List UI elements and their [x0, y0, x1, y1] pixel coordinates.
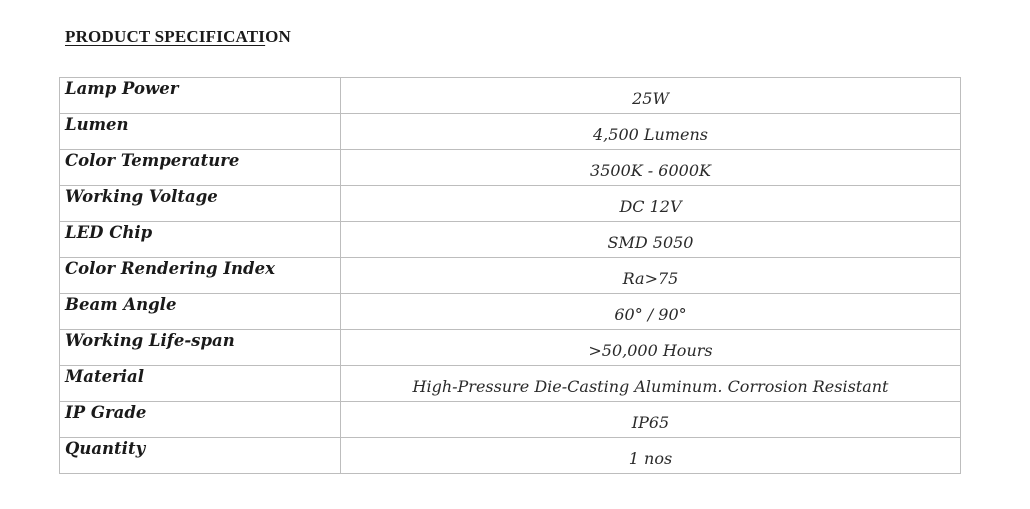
table-row — [60, 258, 961, 294]
spec-label: Color Temperature — [60, 150, 341, 186]
spec-label: Lumen — [60, 114, 341, 150]
spec-value: >50,000 Hours — [341, 330, 961, 366]
spec-value: 25W — [341, 78, 961, 114]
table-row — [60, 294, 961, 330]
spec-table — [59, 77, 961, 474]
spec-value: DC 12V — [341, 186, 961, 222]
page-title-tail: ON — [265, 27, 292, 46]
spec-value: IP65 — [341, 402, 961, 438]
spec-label: Lamp Power — [60, 78, 341, 114]
spec-value: 4,500 Lumens — [341, 114, 961, 150]
spec-label: Quantity — [60, 438, 341, 474]
table-row — [60, 114, 961, 150]
table-row — [60, 366, 961, 402]
spec-label: Material — [60, 366, 341, 402]
spec-value: Ra>75 — [341, 258, 961, 294]
spec-label: Color Rendering Index — [60, 258, 341, 294]
page-title-underlined: PRODUCT SPECIFICATI — [65, 27, 266, 46]
spec-value: SMD 5050 — [341, 222, 961, 258]
spec-label: Working Voltage — [60, 186, 341, 222]
table-row — [60, 438, 961, 474]
table-row — [60, 186, 961, 222]
spec-label: IP Grade — [60, 402, 341, 438]
table-row — [60, 402, 961, 438]
spec-value: 1 nos — [341, 438, 961, 474]
spec-value: High-Pressure Die-Casting Aluminum. Corrosion Resistant — [341, 366, 961, 402]
spec-value: 60° / 90° — [341, 294, 961, 330]
spec-value: 3500K - 6000K — [341, 150, 961, 186]
table-row — [60, 330, 961, 366]
page-title — [65, 27, 291, 47]
table-row — [60, 150, 961, 186]
table-row — [60, 222, 961, 258]
spec-label: LED Chip — [60, 222, 341, 258]
spec-label: Beam Angle — [60, 294, 341, 330]
table-row — [60, 78, 961, 114]
spec-label: Working Life-span — [60, 330, 341, 366]
